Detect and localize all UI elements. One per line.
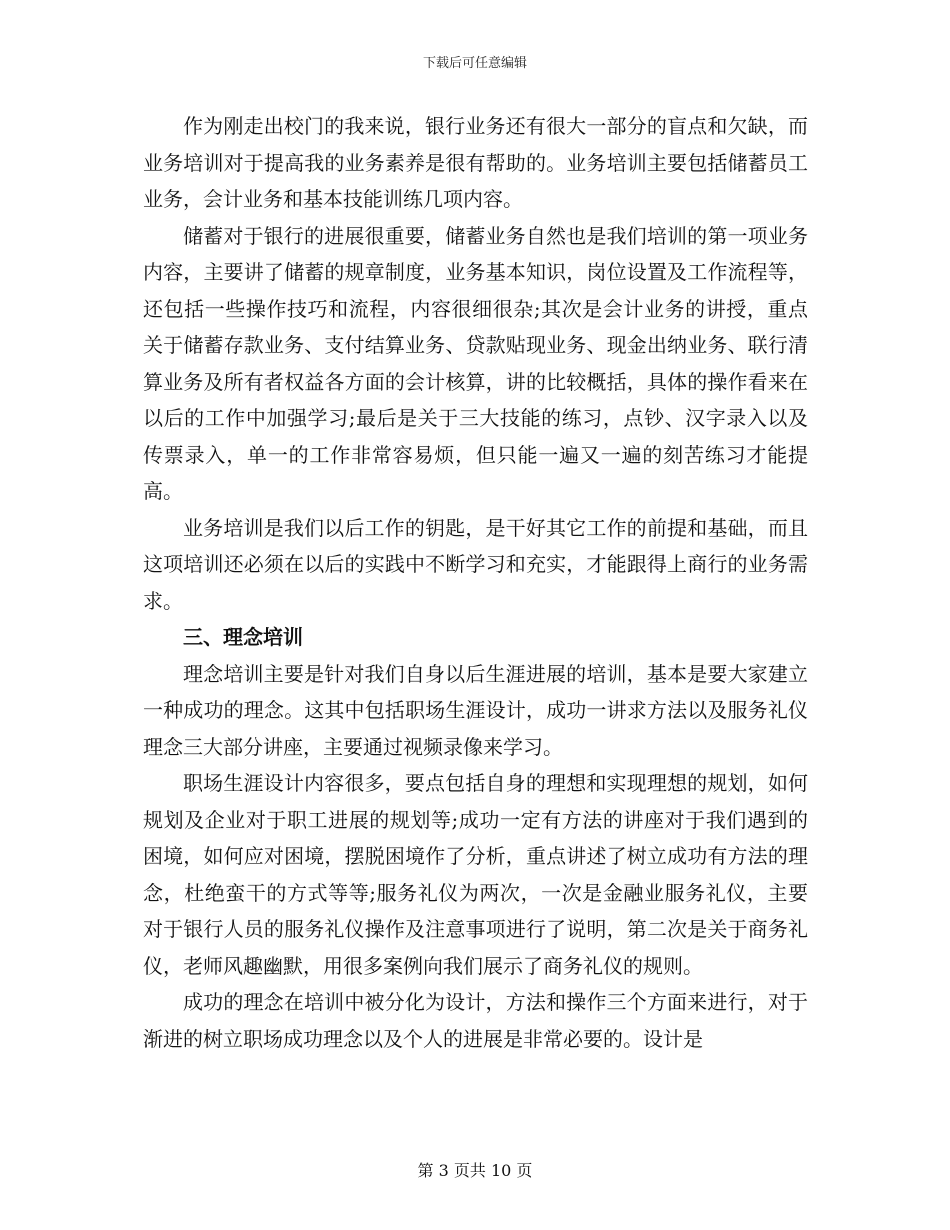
paragraph-2: 储蓄对于银行的进展很重要，储蓄业务自然也是我们培训的第一项业务内容，主要讲了储蓄的规章制度，业务基本知识，岗位设置及工作流程等，还包括一些操作技巧和流程，内容很细很杂;其次是会计业务的讲授，重点关于储蓄存款业务、支付结算业务、贷款贴现业务、现金出纳业务、联行清算业务及所有者权益各方面的会计核算，讲的比较概括，具体的操作看来在以后的工作中加强学习;最后是关于三大技能的练习，点钞、汉字录入以及传票录入，单一的工作非常容易烦，但只能一遍又一遍的刻苦练习才能提高。 [143, 223, 808, 503]
page-header: 下载后可任意编辑 [422, 56, 527, 71]
section-heading: 三、理念培训 [183, 625, 303, 649]
paragraph-1: 作为刚走出校门的我来说，银行业务还有很大一部分的盲点和欠缺，而业务培训对于提高我的业务素养是很有帮助的。业务培训主要包括储蓄员工业务，会计业务和基本技能训练几项内容。 [143, 114, 808, 211]
paragraph-4: 理念培训主要是针对我们自身以后生涯进展的培训，基本是要大家建立一种成功的理念。这其中包括职场生涯设计，成功一讲求方法以及服务礼仪理念三大部分讲座，主要通过视频录像来学习。 [143, 661, 808, 759]
paragraph-3: 业务培训是我们以后工作的钥匙，是干好其它工作的前提和基础，而且这项培训还必须在以后的实践中不断学习和充实，才能跟得上商行的业务需求。 [143, 515, 808, 613]
paragraph-5: 职场生涯设计内容很多，要点包括自身的理想和实现理想的规划，如何规划及企业对于职工进展的规划等;成功一定有方法的讲座对于我们遇到的困境，如何应对困境，摆脱困境作了分析，重点讲述了树立成功有方法的理念，杜绝蛮干的方式等等;服务礼仪为两次，一次是金融业服务礼仪，主要对于银行人员的服务礼仪操作及注意事项进行了说明，第二次是关于商务礼仪，老师风趣幽默，用很多案例向我们展示了商务礼仪的规则。 [143, 771, 808, 978]
page-number: 第 3 页共 10 页 [417, 1161, 533, 1180]
paragraph-6: 成功的理念在培训中被分化为设计，方法和操作三个方面来进行，对于渐进的树立职场成功理念以及个人的进展是非常必要的。设计是 [143, 990, 808, 1051]
document-body [143, 108, 808, 1057]
